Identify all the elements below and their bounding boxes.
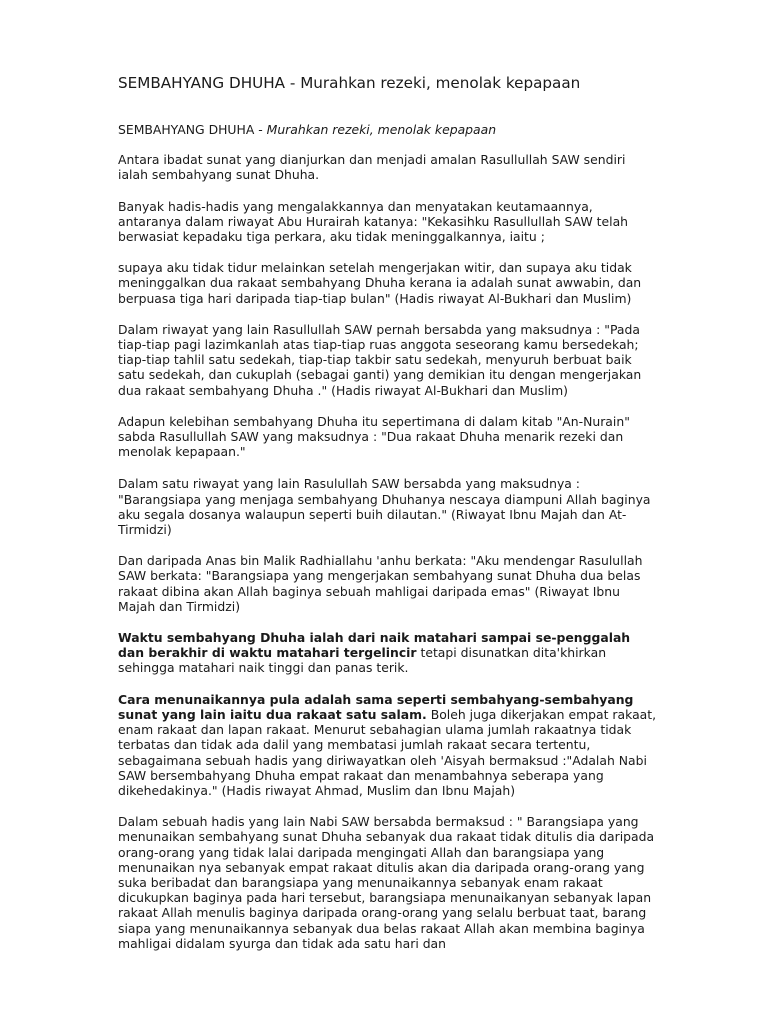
- document-title: [118, 73, 658, 93]
- subheading: [118, 122, 658, 137]
- paragraph: Dan daripada Anas bin Malik Radhiallahu 'anhu berkata: "Aku mendengar Rasulullah SAW berkata: "Barangsiapa yang mengerjakan sembahyang sunat Dhuha dua belas rakaat dibina akan Allah baginya sebuah mahligai daripada emas" (Riwayat Ibnu Majah dan Tirmidzi): [118, 553, 643, 614]
- paragraph: Adapun kelebihan sembahyang Dhuha itu sepertimana di dalam kitab "An-Nurain" sabda Rasullullah SAW yang maksudnya : "Dua rakaat Dhuha menarik rezeki dan menolak kepapaan.": [118, 413, 630, 460]
- paragraph-prayer-method: [118, 692, 658, 798]
- paragraph: Dalam sebuah hadis yang lain Nabi SAW bersabda bermaksud : " Barangsiapa yang menunaikan sembahyang sunat Dhuha sebanyak dua rakaat tidak ditulis dia daripada orang-orang yang tidak lalai daripada mengingati Allah dan barangsiapa yang menunaikan nya sebanyak empat rakaat ditulis akan dia daripada orang-orang yang suka beribadat dan barangsiapa yang menunaikannya sebanyak enam rakaat dicukupkan baginya pada hari tersebut, barangsiapa menunaikanyan sebanyak lapan rakaat Allah menulis baginya daripada orang-orang yang selalu berbuat taat, barang siapa yang menunaikannya sebanyak dua belas rakaat Allah akan membina baginya mahligai didalam syurga dan tidak ada satu hari dan: [118, 814, 655, 951]
- subheading-italic: Murahkan rezeki, menolak kepapaan: [266, 122, 497, 137]
- title-sub: Murahkan rezeki, menolak kepapaan: [300, 74, 581, 92]
- title-main: SEMBAHYANG DHUHA -: [118, 74, 301, 92]
- paragraph: Dalam satu riwayat yang lain Rasulullah SAW bersabda yang maksudnya : "Barangsiapa yang menjaga sembahyang Dhuhanya nescaya diampuni Allah baginya aku segala dosanya walaupun seperti buih dilautan." (Riwayat Ibnu Majah dan At-Tirmidzi): [118, 476, 651, 538]
- bold-text: Cara menunaikannya pula adalah sama seperti sembahyang-sembahyang sunat yang lain iaitu dua rakaat satu salam.: [118, 691, 634, 722]
- paragraph: supaya aku tidak tidur melainkan setelah mengerjakan witir, dan supaya aku tidak meninggalkan dua rakaat sembahyang Dhuha kerana ia adalah sunat awwabin, dan berpuasa tiga hari daripada tiap-tiap bulan" (Hadis riwayat Al-Bukhari dan Muslim): [118, 260, 642, 306]
- document-page: [118, 73, 658, 967]
- paragraph-text: Boleh juga dikerjakan empat rakaat, enam rakaat dan lapan rakaat. Menurut sebahagian ulama jumlah rakaatnya tidak terbatas dan tidak ada dalil yang membatasi jumlah rakaat secara tertentu, sebagaimana sebuah hadis yang diriwayatkan oleh 'Aisyah bermaksud :"Adalah Nabi SAW bersembahyang Dhuha empat rakaat dan menambahnya seberapa yang dikehedakinya." (Hadis riwayat Ahmad, Muslim dan Ibnu Majah): [118, 706, 657, 798]
- paragraph-text: tetapi disunatkan dita'khirkan sehingga matahari naik tinggi dan panas terik.: [118, 645, 607, 676]
- bold-text: Waktu sembahyang Dhuha ialah dari naik matahari sampai se-penggalah dan berakhir di waktu matahari tergelincir: [118, 630, 631, 661]
- paragraph-prayer-time: [118, 630, 658, 676]
- subheading-main: SEMBAHYANG DHUHA -: [118, 122, 267, 137]
- paragraph: Banyak hadis-hadis yang mengalakkannya dan menyatakan keutamaannya, antaranya dalam riwayat Abu Hurairah katanya: "Kekasihku Rasullullah SAW telah berwasiat kepadaku tiga perkara, aku tidak meninggalkannya, iaitu ;: [118, 198, 629, 245]
- paragraph: Dalam riwayat yang lain Rasullullah SAW pernah bersabda yang maksudnya : "Pada tiap-tiap pagi lazimkanlah atas tiap-tiap ruas anggota seseorang kamu bersedekah; tiap-tiap tahlil satu sedekah, tiap-tiap takbir satu sedekah, menyuruh berbuat baik satu sedekah, dan cukuplah (sebagai ganti) yang demikian itu dengan mengerjakan dua rakaat sembahyang Dhuha ." (Hadis riwayat Al-Bukhari dan Muslim): [118, 321, 642, 398]
- paragraph: Antara ibadat sunat yang dianjurkan dan menjadi amalan Rasullullah SAW sendiri ialah sembahyang sunat Dhuha.: [118, 152, 626, 183]
